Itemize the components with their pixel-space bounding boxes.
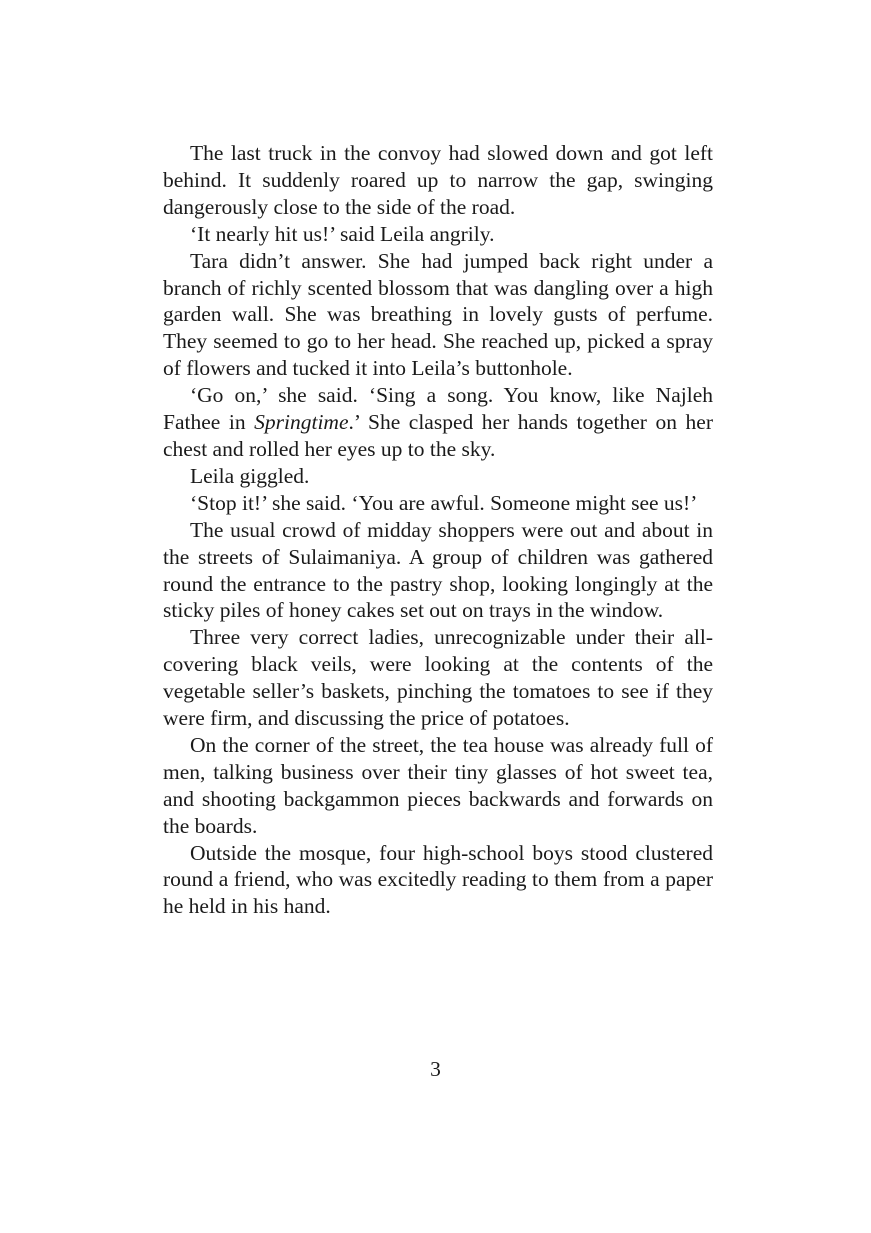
body-text	[163, 140, 713, 920]
paragraph-4	[163, 382, 713, 463]
paragraph-8: Three very correct ladies, unrecognizable under their all-covering black veils, were looking at the contents of the vegetable seller’s baskets, pinching the tomatoes to see if they were firm, and discussing the price of potatoes.	[163, 625, 713, 731]
paragraph-4-part-2: .’ She clasped her hands together on her chest and rolled her eyes up to the sky.	[163, 410, 713, 461]
paragraph-6: ‘Stop it!’ she said. ‘You are awful. Someone might see us!’	[190, 490, 698, 515]
paragraph-7: The usual crowd of midday shoppers were out and about in the streets of Sulaimaniya. A group of children was gathered round the entrance to the pastry shop, looking longingly at the sticky piles of honey cakes set out on trays in the window.	[163, 517, 713, 623]
paragraph-2: ‘It nearly hit us!’ said Leila angrily.	[190, 221, 495, 246]
paragraph-9: On the corner of the street, the tea house was already full of men, talking business over their tiny glasses of hot sweet tea, and shooting backgammon pieces backwards and forwards on the boards.	[163, 732, 713, 838]
paragraph-10: Outside the mosque, four high-school boys stood clustered round a friend, who was excitedly reading to them from a paper he held in his hand.	[163, 840, 713, 919]
film-title: Springtime	[254, 410, 349, 435]
paragraph-3: Tara didn’t answer. She had jumped back right under a branch of richly scented blossom that was dangling over a high garden wall. She was breathing in lovely gusts of perfume. They seemed to go to her head. She reached up, picked a spray of flowers and tucked it into Leila’s buttonhole.	[163, 248, 713, 381]
paragraph-1: The last truck in the convoy had slowed down and got left behind. It suddenly roared up to narrow the gap, swinging dangerously close to the side of the road.	[163, 141, 713, 219]
paragraph-5: Leila giggled.	[190, 463, 310, 488]
page-number: 3	[430, 1057, 441, 1081]
paragraph-4-part-1: ‘Go on,’ she said. ‘Sing a song. You know, like Najleh Fathee in	[163, 383, 713, 435]
